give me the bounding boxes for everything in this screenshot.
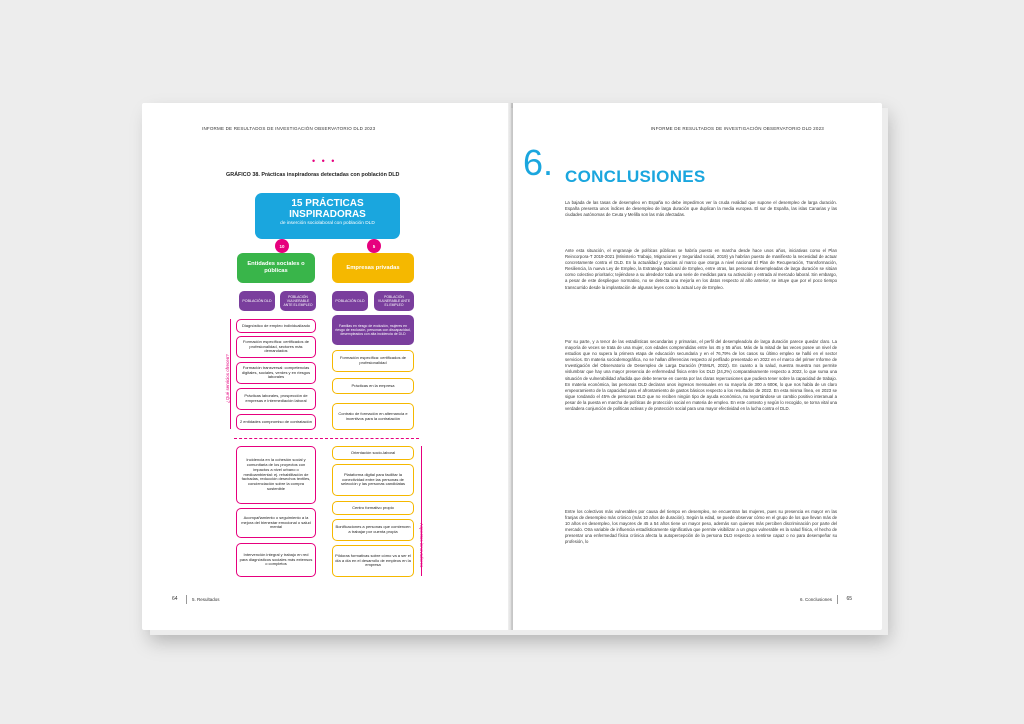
- side-line-innovative: [421, 446, 422, 576]
- footer-section-right: 6. Conclusiones: [799, 597, 832, 602]
- item-right-6: Centro formativo propio: [332, 501, 414, 515]
- count-circle-left: 10: [275, 239, 289, 253]
- note-vulnerable-groups: Familias en riesgo de exclusión, mujeres en riesgo de exclusión, personas con discapacidad, desempleados con alta incidencia de DLD: [332, 315, 414, 345]
- left-page: [142, 103, 511, 630]
- infobox-header: [255, 193, 400, 239]
- right-page: [513, 103, 882, 630]
- count-circle-right: 5: [367, 239, 381, 253]
- item-right-4: Orientación socio-laboral: [332, 446, 414, 460]
- item-left-4: Prácticas laborales, prospección de empresas e intermediación laboral: [236, 388, 316, 410]
- item-left-2: Formación específica: certificados de profesionalidad, sectores más demandados: [236, 336, 316, 358]
- item-left-1: Diagnóstico de empleo individualizado: [236, 319, 316, 333]
- running-head-left: INFORME DE RESULTADOS DE INVESTIGACIÓN OBSERVATORIO DLD 2023: [202, 126, 376, 131]
- paragraph-4: Entre los colectivos más vulnerables por causa del tiempo en desempleo, se encuentran las mujeres, pues su presencia es mayor en las franjas de desempleo más crónico (más 10 años de duración). Según la edad, se puede observar cómo en el grupo de los que llevan más de 10 años en desempleo, los mayores de 45 a 54 años tiene un mayor peso, además son quienes más perciben discriminación por parte del mercado. Otra variable de influencia estadísticamente significativa que permite visibilizar a un grupo vulnerable es la salud física, el hecho de presentar una enfermedad física crónica afecta la autopercepción de la persona DLD respecto a sentirse capaz o no para desempeñar su profesión, lo: [565, 509, 837, 545]
- footer-divider-right: [837, 595, 838, 604]
- infobox-title-line2: INSPIRADORAS: [289, 209, 366, 220]
- footer-section-left: 5. Resultados: [192, 597, 220, 602]
- item-left-6: Incidencia en la cohesión social y comunitaria de los proyectos con impactos a nivel urbano o medioambiental: ej. rehabilitación de fachadas, reducción desechos textiles, concienciación sobre la compra sostenible: [236, 446, 316, 504]
- item-left-5: 2 entidades compromiso de contratación: [236, 414, 316, 430]
- infobox-title-line1: 15 PRÁCTICAS: [291, 198, 364, 209]
- side-label-services: ¿Qué servicios ofrecen?: [225, 354, 230, 403]
- side-line-services: [230, 319, 231, 429]
- item-right-8: Píldoras formativas sobre cómo va a ser el día a día en el desarrollo de empleos en la empresa: [332, 545, 414, 577]
- item-right-3: Contrato de formación en alternancia e incentivos para la contratación: [332, 403, 414, 430]
- item-left-3: Formación transversal: competencias digitales, sociales, verdes y en riesgos laborales: [236, 362, 316, 384]
- header-entidades: Entidades sociales o públicas: [237, 253, 315, 283]
- figure-title: GRÁFICO 38. Prácticas inspiradoras detectadas con población DLD: [226, 172, 400, 178]
- item-right-7: Bonificaciones a personas que comiencen a trabajar por cuenta propia: [332, 519, 414, 541]
- header-empresas: Empresas privadas: [332, 253, 414, 283]
- paragraph-1: La bajada de las tasas de desempleo en España no debe impedirnos ver la cruda realidad que supone el desempleo de larga duración. España presenta unos índices de desempleo de larga duración que duplican la media europea. El sur de España, las islas Canarias y las ciudades autónomas de Ceuta y Melilla son las más afectadas.: [565, 200, 837, 218]
- paragraph-3: Por su parte, y a tenor de las estadísticas secundarias y primarias, el perfil del desempleado/a de larga duración parece quedar claro. La mayoría de veces se trata de una mujer, con edades comprendidas entre los 45 y 55 años. Más de la mitad de las veces posee un nivel de estudios que no supera la primera etapa de educación secundaria y en el 76,79% de los casos su último empleo se halló en el sector servicios. En materia sociodemográfica, no se hallan diferencias respecto al perfilado presentado en 2022 en el marco del primer Informe de Investigación del Observatorio de Desempleo de Larga Duración (FSMLR, 2022). En cuanto a la salud, nuestra muestra nos permite vislumbrar que hay una mayor presencia de enfermedad física entre los DLD (24,2%) comparativamente respecto a 2022, lo que suma una situación de vulnerabilidad añadida que debe tenerse en cuenta por las claras repercusiones que pudiera tener sobre la capacidad de trabajo. En materia económica, las personas DLD declaran unos ingresos mensuales en su mayoría de 300 a 600€, lo que nos habla de un claro empeoramiento de la capacidad para el afrontamiento de gastos básicos respecto a los resultados de 2022. En esta misma línea, en 2023 se sigue rondando el 45% de personas DLD que no reciben ningún tipo de ayuda económica, no reportándose un cambio positivo interanual a pesar de la puesta en marcha de políticas de protección social en materia de empleo. En este contexto y según lo recogido, se torna vital una verdadera conjunción de políticas activas y de protección social para una mayor efectividad en la lucha contra el DLD.: [565, 339, 837, 412]
- running-head-right: INFORME DE RESULTADOS DE INVESTIGACIÓN OBSERVATORIO DLD 2023: [650, 126, 824, 131]
- sub-poblacion-dld-right: POBLACIÓN DLD: [332, 291, 368, 311]
- paragraph-2: Ante esta situación, el engranaje de políticas públicas se habría puesto en marcha desde hace unos años, iniciativas como el Plan Reincorpora-T 2019-2021 (Ministerio Trabajo, Migraciones y Seguridad social, 2019) ya habrían puesto de manifiesto la necesidad de actuar concretamente contra el DLD. En la actualidad y gracias al marco que otorga a nivel nacional El Plan de Recuperación, Transformación, Resiliencia, la nueva Ley de Empleo, la Estrategia Nacional de Empleo, entre otras, las personas desempleadas de larga duración se sitúan como colectivo prioritario; tejiéndose a su alrededor toda una serie de medidas para su activación y entrada al mercado laboral. Sin embargo, a pesar de este despliegue normativo, no se detecta una mejoría en los datos respecto al año anterior, se intuye que por el poco tiempo transcurrido desde la implantación de algunas leyes como la actual Ley de Empleo.: [565, 248, 837, 290]
- item-left-7: Acompañamiento o seguimiento a la mejora del bienestar emocional o salud mental: [236, 508, 316, 538]
- side-label-innovative: Aspectos innovadores: [419, 523, 424, 568]
- page-number-right: 65: [846, 596, 852, 602]
- sub-vulnerable-left: POBLACIÓN VULNERABLE ANTE EL EMPLEO: [280, 291, 316, 311]
- chapter-number: 6.: [523, 142, 554, 183]
- item-right-5: Plataforma digital para facilitar la conectividad entre las personas de selección y las personas candidatas: [332, 464, 414, 496]
- item-right-2: Prácticas en la empresa: [332, 378, 414, 394]
- page-number-left: 64: [172, 596, 178, 602]
- chapter-title: CONCLUSIONES: [565, 167, 706, 186]
- section-divider: [234, 438, 419, 439]
- sub-poblacion-dld-left: POBLACIÓN DLD: [239, 291, 275, 311]
- item-left-8: Intervención integral y trabajo en red para diagnósticos sociales más extensos o completos: [236, 543, 316, 577]
- decorative-dots: • • •: [312, 156, 337, 166]
- item-right-1: Formación específica: certificados de profesionalidad: [332, 350, 414, 372]
- infobox-subtitle: de inserción sociolaboral con población DLD: [280, 221, 375, 226]
- sub-vulnerable-right: POBLACIÓN VULNERABLE ANTE EL EMPLEO: [374, 291, 414, 311]
- footer-divider-left: [186, 595, 187, 604]
